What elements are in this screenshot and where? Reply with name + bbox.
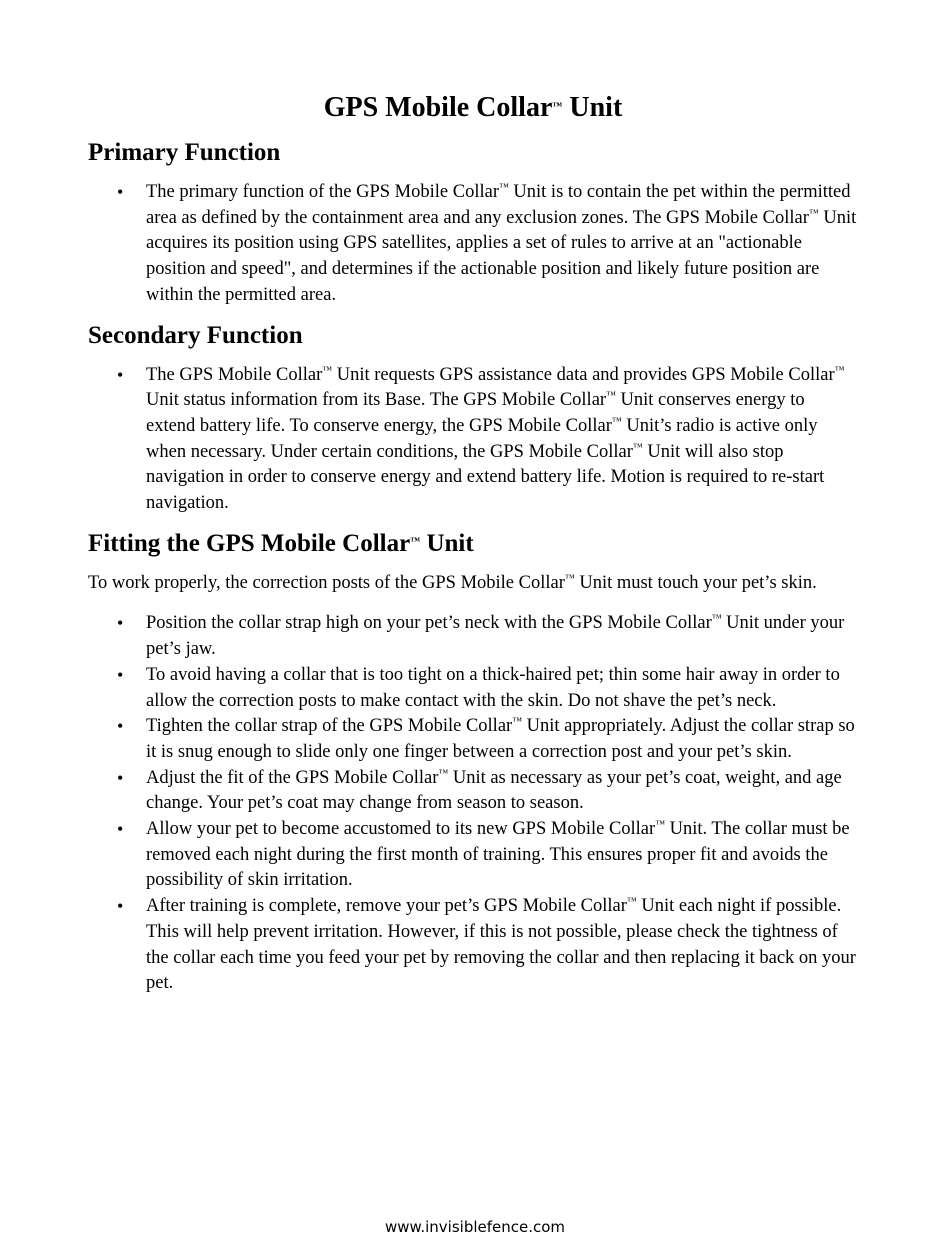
title-text: GPS Mobile Collar	[323, 92, 553, 123]
document-title	[88, 88, 858, 128]
trademark-symbol: ™	[512, 716, 523, 728]
trademark-symbol: ™	[498, 182, 509, 193]
text-run: Unit acquires its position using GPS satellites, applies a set of rules to arrive at an "actionable position and speed", and determines if the actionable position and likely future position are within the permitted area.	[146, 207, 857, 305]
fitting-list	[88, 611, 858, 997]
text-run: Unit is to contain the pet within the permitted area as defined by the containment area and any exclusion zones. The GPS Mobile Collar	[146, 182, 851, 228]
trademark-symbol: ™	[564, 572, 575, 584]
bullet-icon: •	[117, 364, 124, 385]
secondary-function-heading: Secondary Function	[88, 321, 303, 349]
bullet-icon: •	[117, 819, 124, 840]
trademark-symbol: ™	[410, 535, 421, 547]
trademark-symbol: ™	[711, 613, 722, 625]
text-run: Unit under your pet’s jaw.	[146, 613, 845, 660]
text-run: Unit. The collar must be removed each night during the first month of training. This ensures proper fit and avoids the possibility of skin irritation.	[146, 819, 850, 891]
text-run: Adjust the fit of the GPS Mobile Collar	[146, 767, 439, 788]
trademark-symbol: ™	[834, 364, 845, 376]
trademark-symbol: ™	[438, 767, 449, 779]
text-run: Unit appropriately. Adjust the collar strap so it is snug enough to slide only one finger between a correction post and your pet’s skin.	[146, 716, 855, 762]
trademark-symbol: ™	[606, 390, 616, 402]
list-item	[88, 663, 858, 714]
secondary-function-list	[88, 363, 858, 517]
bullet-icon: •	[117, 182, 124, 202]
trademark-symbol: ™	[322, 364, 333, 376]
text-run: Fitting the GPS Mobile Collar	[88, 529, 411, 557]
trademark-symbol: ™	[808, 207, 819, 219]
list-item	[88, 894, 858, 997]
trademark-symbol: ™	[552, 101, 563, 112]
text-run: Unit conserves energy to extend battery life. To conserve energy, the GPS Mobile Collar	[146, 390, 805, 436]
list-item	[88, 363, 858, 517]
bullet-icon: •	[117, 664, 124, 685]
list-item	[88, 817, 858, 894]
text-run: Unit each night if possible. This will help prevent irritation. However, if this is not possible, please check the tightness of the collar each time you feed your pet by removing the collar and then replacing it back on your pet.	[146, 896, 856, 994]
document-page	[88, 88, 858, 1007]
text-run: To work properly, the correction posts of the GPS Mobile Collar	[88, 572, 565, 593]
text-run: Allow your pet to become accustomed to its new GPS Mobile Collar	[146, 819, 656, 840]
list-item	[88, 766, 858, 817]
text-run: Tighten the collar strap of the GPS Mobile Collar	[146, 716, 513, 737]
text-run: Unit’s radio is active only when necessary. Under certain conditions, the GPS Mobile Collar	[146, 415, 818, 462]
fitting-heading	[88, 527, 858, 561]
primary-function-list	[88, 180, 858, 309]
bullet-icon: •	[117, 716, 124, 737]
text-run: Unit	[420, 529, 474, 557]
title-text-tail: Unit	[562, 92, 623, 123]
list-item	[88, 611, 858, 662]
trademark-symbol: ™	[611, 415, 622, 427]
text-run: To avoid having a collar that is too tight on a thick-haired pet; thin some hair away in order to allow the correction posts to make contact with the skin. Do not shave the pet’s neck.	[146, 664, 840, 711]
text-run: Unit will also stop navigation in order to conserve energy and extend battery life. Motion is required to re-start navigation.	[146, 441, 825, 514]
text-run: Unit as necessary as your pet’s coat, weight, and age change. Your pet’s coat may change from season to season.	[146, 767, 842, 814]
bullet-icon: •	[117, 613, 124, 634]
fitting-intro	[88, 571, 858, 597]
text-run: Unit requests GPS assistance data and provides GPS Mobile Collar	[332, 364, 835, 385]
primary-function-heading: Primary Function	[88, 139, 281, 166]
bullet-icon: •	[117, 896, 124, 917]
text-run: Unit must touch your pet’s skin.	[574, 572, 817, 593]
text-run: Unit status information from its Base. The GPS Mobile Collar	[146, 390, 607, 411]
text-run: After training is complete, remove your pet’s GPS Mobile Collar	[146, 896, 627, 917]
trademark-symbol: ™	[632, 441, 643, 453]
trademark-symbol: ™	[626, 896, 637, 908]
text-run: The GPS Mobile Collar	[146, 364, 323, 385]
list-item	[88, 180, 858, 309]
trademark-symbol: ™	[655, 819, 665, 831]
bullet-icon: •	[117, 767, 124, 788]
text-run: Position the collar strap high on your pet’s neck with the GPS Mobile Collar	[146, 613, 712, 634]
text-run: The primary function of the GPS Mobile Collar	[146, 182, 499, 202]
list-item	[88, 714, 858, 765]
footer-url: www.invisiblefence.com	[384, 1218, 566, 1236]
